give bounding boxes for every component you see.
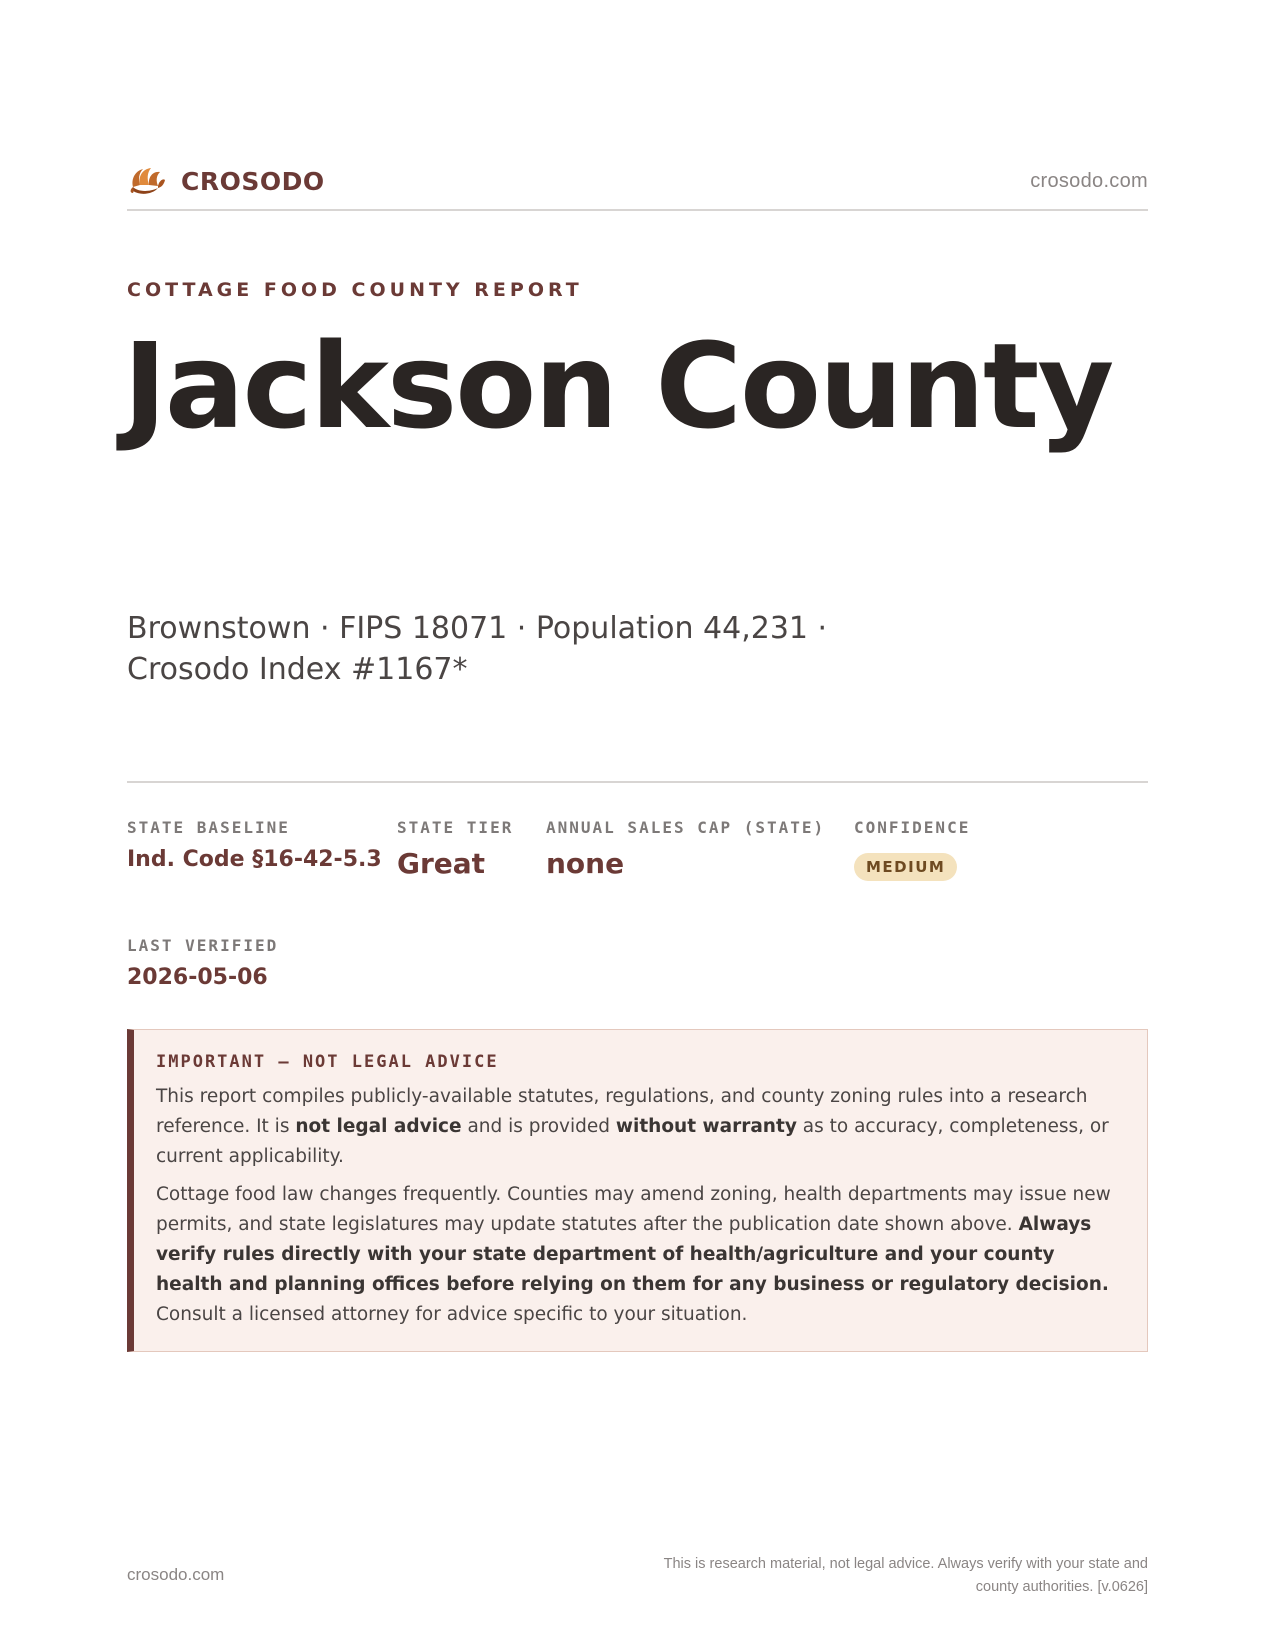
notice-text: as to accuracy, completeness, or current applicability. xyxy=(156,1116,1109,1167)
notice-text: Consult a licensed attorney for advice specific to your situation. xyxy=(156,1304,748,1325)
stat-value: Ind. Code §16-42-5.3 xyxy=(127,847,382,872)
footer-url[interactable]: crosodo.com xyxy=(127,1565,225,1584)
report-page xyxy=(123,0,1148,1650)
brand[interactable] xyxy=(127,161,325,201)
notice-paragraph-2 xyxy=(156,1180,1123,1330)
notice-text: This report compiles publicly-available statutes, regulations, and county zoning rules into a research reference. It is xyxy=(156,1086,1088,1137)
notice-heading: IMPORTANT — NOT LEGAL ADVICE xyxy=(156,1052,499,1072)
notice-paragraph-1 xyxy=(156,1082,1123,1172)
notice-text: and is provided xyxy=(461,1116,616,1137)
stat-label: ANNUAL SALES CAP (STATE) xyxy=(546,818,826,837)
stat-state-baseline xyxy=(127,818,382,872)
stat-label: CONFIDENCE xyxy=(854,818,971,837)
stat-value: Great xyxy=(397,847,486,880)
stat-value: 2026-05-06 xyxy=(127,965,268,990)
brand-name: CROSODO xyxy=(181,166,325,196)
stat-label: STATE TIER xyxy=(397,818,514,837)
report-eyebrow: COTTAGE FOOD COUNTY REPORT xyxy=(127,279,583,301)
footer-disclaimer: This is research material, not legal advice. Always verify with your state and county authorities. [v.0626] xyxy=(663,1556,1148,1595)
notice-emphasis: without warranty xyxy=(615,1116,797,1137)
stat-label: STATE BASELINE xyxy=(127,818,290,837)
stat-label: LAST VERIFIED xyxy=(127,936,279,955)
notice-text: Cottage food law changes frequently. Counties may amend zoning, health departments may issue new permits, and state legislatures may update statutes after the publication date shown above. xyxy=(156,1184,1111,1235)
page-title: Jackson County xyxy=(123,317,1113,455)
section-divider xyxy=(127,781,1148,783)
croissant-icon xyxy=(127,161,167,201)
header-url[interactable]: crosodo.com xyxy=(1030,169,1148,192)
page-header xyxy=(127,158,1148,204)
stat-state-tier xyxy=(397,818,513,880)
stat-last-verified xyxy=(127,936,278,990)
county-subtitle: Brownstown · FIPS 18071 · Population 44,231 · Crosodo Index #1167* xyxy=(127,611,828,687)
legal-notice xyxy=(127,1029,1148,1352)
stat-value: none xyxy=(546,847,625,880)
stat-sales-cap xyxy=(546,818,825,880)
stat-confidence xyxy=(854,818,970,881)
notice-emphasis: Always verify rules directly with your state department of health/agriculture and your county health and planning offices before relying on them for any business or regulatory decision. xyxy=(156,1214,1109,1295)
notice-emphasis: not legal advice xyxy=(295,1116,462,1137)
confidence-badge: MEDIUM xyxy=(854,853,957,881)
header-divider xyxy=(127,209,1148,211)
